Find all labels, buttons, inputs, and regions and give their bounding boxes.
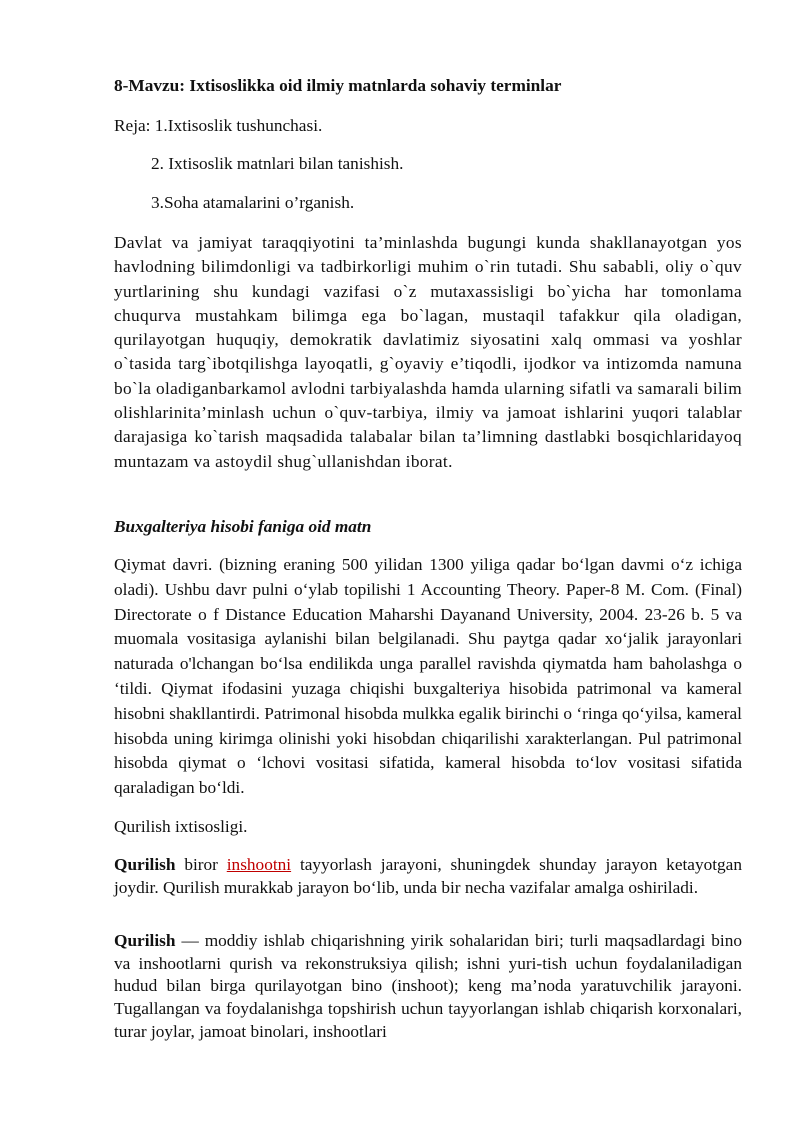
page-title: 8-Mavzu: Ixtisoslikka oid ilmiy matnlarda sohaviy terminlar (114, 76, 562, 95)
construction-definition-2 (114, 930, 742, 1044)
definition-1-text: tayyorlash jarayoni, shuningdek shunday jarayon ketayotgan joydir. Qurilish murakkab jarayon bo‘lib, unda bir necha vazifalar amalga oshiriladi. (114, 855, 742, 897)
inshootni-link[interactable]: inshootni (226, 855, 292, 874)
accounting-heading: Buxgalteriya hisobi faniga oid matn (114, 517, 372, 536)
intro-paragraph: Davlat va jamiyat taraqqiyotini ta’minlashda bugungi kunda shakllanayotgan yos havlodning bilimdonligi va tadbirkorligi muhim o`rin tutadi. Shu sababli, oliy o`quv yurtlarining shu kundagi vazifasi o`z mutaxassisligi bo`yicha har tomonlama chuqurva mustahkam bilimga ega bo`lagan, mustaqil tafakkur qila oladigan, qurilayotgan huquqiy, demokratik davlatimiz siyosatini xalq ommasi va yoshlar o`tasida targ`ibotqilishga layoqatli, g`oyaviy e’tiqodli, ijodkor va intizomda namuna bo`la oladiganbarkamol avlodni tarbiyalashda hamda ularning sifatli va samarali bilim olishlarinita’minlash uchun o`quv-tarbiya, ilmiy va jamoat ishlarini yuqori talablar darajasiga ko`tarish maqsadida talabalar bilan ta’limning dastlabki bosqichlaridayoq muntazam va astoydil shug`ullanishdan iborat. (114, 233, 742, 471)
construction-definition-1 (114, 854, 742, 899)
definition-2-text: — moddiy ishlab chiqarishning yirik sohalaridan biri; turli maqsadlardagi bino va inshootlarni qurish va rekonstruksiya qilish; ishni yuri-tish uchun foydalaniladigan hudud bilan birga qurilayotgan bino (inshoot); keng ma’noda yaratuvchilik jarayoni. Tugallangan va foydalanishga topshirish uchun tayyorlangan ishlab chiqarish korxonalari, turar joylar, jamoat binolari, inshootlari (114, 931, 742, 1041)
construction-heading: Qurilish ixtisosligi. (114, 817, 248, 836)
term-qurilish-2: Qurilish (114, 931, 176, 950)
definition-1-pre: biror (175, 855, 227, 874)
plan-item-3: 3.Soha atamalarini o’rganish. (151, 193, 355, 212)
plan-item-1: Reja: 1.Ixtisoslik tushunchasi. (114, 116, 323, 135)
accounting-paragraph: Qiymat davri. (bizning eraning 500 yilidan 1300 yiliga qadar bo‘lgan davmi o‘z ichiga oladi). Ushbu davr pulni o‘ylab topilishi 1 Accounting Theory. Paper-8 M. Com. (Final) Directorate o f Distance Education Maharshi Dayanand University, 2004. 23-26 b. 5 va muomala vositasiga aylanishi bilan belgilanadi. Shu paytga qadar xo‘jalik jarayonlari naturada o'lchangan bo‘lsa endilikda unga parallel ravishda qiymatda ham baholashga o ‘tildi. Qiymat ifodasini yuzaga chiqishi buxgalteriya hisobida patrimonal va kameral hisobni shakllantirdi. Patrimonal hisobda mulkka egalik birinchi o ‘ringa qo‘yilsa, kameral hisobda uning kirimga olinishi yoki hisobdan chiqarilishi xarakterlangan. Pul patrimonal hisobda qiymat o ‘lchovi vositasi sifatida, kameral hisobda to‘lov vositasi sifatida qaraladigan bo‘ldi. (114, 555, 742, 798)
term-qurilish-1: Qurilish (114, 855, 176, 874)
plan-item-2: 2. Ixtisoslik matnlari bilan tanishish. (151, 154, 404, 173)
